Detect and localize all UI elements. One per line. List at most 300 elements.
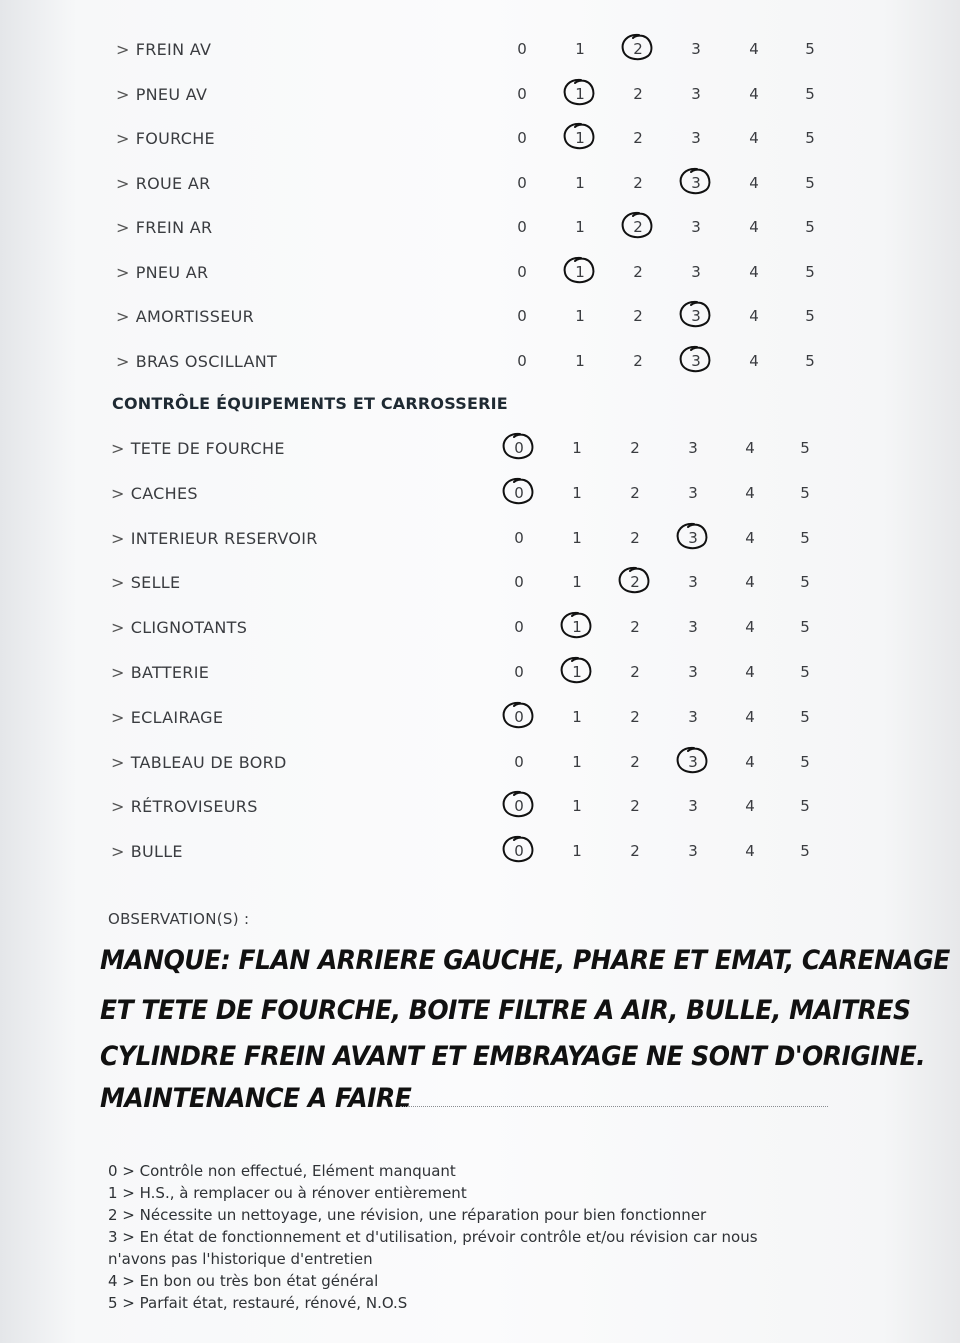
score-option	[507, 40, 537, 58]
score-option	[739, 307, 769, 325]
score-option	[735, 618, 765, 636]
score-option	[739, 352, 769, 370]
score-option	[562, 484, 592, 502]
row-label-text: BRAS OSCILLANT	[135, 351, 278, 371]
score-option	[504, 708, 534, 726]
score-option	[507, 174, 537, 192]
row-label	[116, 129, 215, 148]
score-option	[678, 529, 708, 547]
score-option	[620, 573, 650, 591]
score-value: 1	[572, 618, 582, 637]
score-value: 5	[805, 307, 815, 325]
score-option	[620, 842, 650, 860]
score-option	[565, 352, 595, 370]
score-option	[504, 529, 534, 547]
score-option	[735, 797, 765, 815]
score-value: 0	[517, 218, 527, 236]
score-option	[620, 439, 650, 457]
row-prefix: >	[111, 573, 125, 593]
score-option	[735, 484, 765, 502]
score-option	[739, 263, 769, 281]
score-value: 2	[630, 663, 640, 681]
score-option	[735, 529, 765, 547]
score-option	[681, 307, 711, 325]
score-option	[678, 663, 708, 681]
score-value: 4	[745, 842, 755, 861]
score-value: 4	[745, 752, 755, 771]
score-option	[562, 529, 592, 547]
score-value: 2	[633, 262, 643, 281]
score-value: 2	[630, 752, 640, 771]
checklist-row	[0, 480, 960, 516]
row-label	[111, 842, 183, 861]
score-option	[795, 218, 825, 236]
score-option	[739, 85, 769, 103]
score-value: 2	[630, 707, 640, 726]
score-value: 0	[514, 528, 524, 547]
row-prefix: >	[111, 483, 125, 503]
row-prefix: >	[116, 40, 130, 59]
score-value: 0	[517, 129, 527, 147]
score-option	[678, 484, 708, 502]
score-value: 3	[688, 528, 698, 547]
score-option	[790, 708, 820, 726]
row-label-text: INTERIEUR RESERVOIR	[130, 528, 318, 548]
observation-line-4: MAINTENANCE A FAIRE	[100, 1082, 412, 1114]
row-label	[111, 753, 287, 772]
score-value: 4	[745, 439, 755, 457]
checklist-row	[0, 348, 960, 384]
score-option	[565, 40, 595, 58]
score-value: 5	[800, 752, 810, 771]
score-option	[562, 618, 592, 636]
score-value: 4	[745, 797, 755, 816]
checklist-row	[0, 614, 960, 650]
legend-item: 0 > Contrôle non effectué, Elément manquant	[108, 1162, 456, 1180]
score-option	[790, 529, 820, 547]
score-option	[504, 842, 534, 860]
score-option	[504, 573, 534, 591]
row-label	[111, 439, 285, 458]
score-value: 4	[749, 351, 759, 370]
score-value: 0	[517, 84, 527, 103]
row-label-text: PNEU AR	[135, 262, 209, 282]
score-value: 4	[745, 618, 755, 637]
score-option	[504, 663, 534, 681]
score-value: 4	[745, 483, 755, 502]
row-prefix: >	[111, 752, 125, 772]
score-value: 1	[575, 40, 585, 58]
row-prefix: >	[111, 528, 125, 548]
score-value: 2	[630, 528, 640, 547]
score-value: 2	[633, 40, 643, 58]
score-value: 1	[575, 84, 585, 103]
score-value: 0	[514, 439, 524, 457]
score-value: 3	[691, 262, 701, 281]
row-label	[111, 484, 198, 503]
checklist-row	[0, 125, 960, 161]
row-prefix: >	[116, 218, 130, 237]
score-value: 2	[633, 84, 643, 103]
score-value: 2	[630, 618, 640, 637]
row-label	[111, 573, 180, 592]
score-value: 2	[630, 797, 640, 816]
score-value: 5	[800, 707, 810, 726]
checklist-row	[0, 36, 960, 72]
row-label-text: RÉTROVISEURS	[130, 797, 258, 817]
score-value: 1	[575, 307, 585, 325]
score-option	[795, 85, 825, 103]
checklist-row	[0, 749, 960, 785]
score-value: 4	[749, 40, 759, 58]
score-option	[565, 129, 595, 147]
score-value: 2	[630, 439, 640, 457]
score-value: 2	[633, 129, 643, 147]
score-option	[504, 484, 534, 502]
score-option	[681, 352, 711, 370]
score-option	[790, 573, 820, 591]
row-prefix: >	[111, 707, 125, 727]
row-prefix: >	[111, 439, 125, 458]
checklist-row	[0, 214, 960, 250]
row-label-text: FOURCHE	[135, 129, 215, 148]
score-option	[795, 307, 825, 325]
score-value: 1	[572, 439, 582, 457]
score-option	[623, 263, 653, 281]
score-option	[735, 663, 765, 681]
score-option	[678, 573, 708, 591]
checklist-row	[0, 704, 960, 740]
row-prefix: >	[116, 307, 130, 326]
score-value: 1	[572, 797, 582, 816]
score-value: 2	[630, 483, 640, 502]
score-value: 4	[749, 218, 759, 236]
score-value: 4	[749, 84, 759, 103]
score-option	[562, 797, 592, 815]
score-option	[790, 663, 820, 681]
score-value: 4	[745, 707, 755, 726]
score-value: 4	[745, 573, 755, 592]
legend	[108, 1160, 828, 1314]
score-value: 0	[514, 797, 524, 816]
legend-item: 4 > En bon ou très bon état général	[108, 1272, 379, 1290]
score-option	[562, 573, 592, 591]
observation-line-1: MANQUE: FLAN ARRIERE GAUCHE, PHARE ET EMAT, CARENAGE	[100, 944, 950, 976]
score-value: 2	[630, 573, 640, 592]
score-option	[507, 352, 537, 370]
row-label-text: SELLE	[130, 573, 181, 593]
row-label	[111, 618, 247, 637]
score-option	[681, 218, 711, 236]
checklist-row	[0, 525, 960, 561]
score-value: 3	[688, 439, 698, 457]
score-option	[735, 753, 765, 771]
score-option	[681, 263, 711, 281]
score-option	[790, 753, 820, 771]
score-option	[790, 439, 820, 457]
checklist-row	[0, 659, 960, 695]
score-value: 5	[800, 618, 810, 637]
score-option	[620, 618, 650, 636]
row-label-text: FREIN AV	[135, 40, 212, 59]
score-value: 0	[514, 483, 524, 502]
checklist-row	[0, 569, 960, 605]
score-option	[565, 85, 595, 103]
score-option	[562, 663, 592, 681]
score-value: 0	[514, 618, 524, 637]
row-prefix: >	[111, 663, 125, 682]
row-label	[116, 40, 211, 59]
checklist-row	[0, 435, 960, 471]
row-prefix: >	[116, 262, 130, 282]
score-value: 1	[575, 173, 585, 192]
score-value: 3	[688, 618, 698, 637]
score-option	[735, 439, 765, 457]
legend-item: 5 > Parfait état, restauré, rénové, N.O.S	[108, 1294, 408, 1312]
score-option	[678, 439, 708, 457]
score-option	[562, 439, 592, 457]
checklist-row	[0, 170, 960, 206]
score-option	[681, 129, 711, 147]
score-option	[562, 708, 592, 726]
score-option	[795, 129, 825, 147]
score-option	[739, 129, 769, 147]
score-option	[623, 40, 653, 58]
score-value: 4	[745, 528, 755, 547]
legend-item: n'avons pas l'historique d'entretien	[108, 1250, 373, 1268]
row-label	[111, 708, 223, 727]
score-option	[504, 753, 534, 771]
row-label-text: ECLAIRAGE	[130, 707, 224, 727]
row-prefix: >	[116, 173, 130, 193]
section-title: CONTRÔLE ÉQUIPEMENTS ET CARROSSERIE	[112, 394, 508, 413]
score-value: 2	[633, 173, 643, 192]
score-option	[562, 753, 592, 771]
score-value: 3	[691, 351, 701, 370]
row-label-text: FREIN AR	[135, 218, 213, 237]
score-value: 2	[633, 218, 643, 236]
score-value: 5	[800, 573, 810, 592]
score-value: 5	[805, 84, 815, 103]
score-option	[678, 842, 708, 860]
score-option	[565, 307, 595, 325]
score-value: 5	[805, 262, 815, 281]
row-label-text: TETE DE FOURCHE	[130, 439, 285, 458]
score-value: 1	[572, 842, 582, 861]
score-option	[620, 753, 650, 771]
legend-item: 1 > H.S., à remplacer ou à rénover entièrement	[108, 1184, 467, 1202]
score-option	[504, 439, 534, 457]
score-value: 5	[805, 351, 815, 370]
score-option	[623, 218, 653, 236]
score-value: 1	[575, 262, 585, 281]
score-value: 1	[575, 129, 585, 147]
score-option	[678, 618, 708, 636]
score-value: 5	[800, 842, 810, 861]
score-value: 2	[633, 307, 643, 325]
score-value: 0	[517, 40, 527, 58]
score-option	[623, 129, 653, 147]
score-option	[565, 174, 595, 192]
row-label	[116, 218, 212, 237]
score-option	[735, 708, 765, 726]
score-option	[507, 307, 537, 325]
row-label	[116, 263, 208, 282]
score-value: 5	[805, 40, 815, 58]
score-value: 5	[800, 528, 810, 547]
row-label	[116, 85, 207, 104]
checklist-row	[0, 81, 960, 117]
row-label-text: CACHES	[130, 483, 198, 503]
score-option	[507, 85, 537, 103]
observation-line-2: ET TETE DE FOURCHE, BOITE FILTRE A AIR, BULLE, MAITRES	[100, 994, 911, 1026]
score-value: 0	[517, 173, 527, 192]
score-option	[795, 174, 825, 192]
score-option	[507, 263, 537, 281]
score-option	[681, 40, 711, 58]
observations-label: OBSERVATION(S) :	[108, 910, 250, 928]
score-value: 5	[800, 483, 810, 502]
score-value: 3	[691, 307, 701, 325]
score-option	[623, 307, 653, 325]
score-option	[790, 797, 820, 815]
score-value: 1	[572, 483, 582, 502]
checklist-row	[0, 838, 960, 874]
score-value: 3	[691, 173, 701, 192]
score-value: 0	[514, 707, 524, 726]
score-value: 5	[800, 797, 810, 816]
checklist-row	[0, 303, 960, 339]
score-value: 0	[517, 307, 527, 325]
score-value: 4	[749, 129, 759, 147]
score-value: 5	[805, 173, 815, 192]
score-value: 1	[572, 573, 582, 592]
score-value: 0	[514, 573, 524, 592]
row-label-text: AMORTISSEUR	[135, 307, 255, 326]
score-value: 0	[514, 842, 524, 861]
row-label-text: CLIGNOTANTS	[130, 618, 248, 638]
score-option	[795, 263, 825, 281]
checklist-row	[0, 793, 960, 829]
score-option	[620, 529, 650, 547]
score-value: 5	[805, 129, 815, 147]
score-option	[623, 85, 653, 103]
score-value: 3	[688, 573, 698, 592]
score-option	[620, 484, 650, 502]
score-value: 3	[691, 129, 701, 147]
row-label	[116, 174, 211, 193]
score-option	[623, 352, 653, 370]
legend-item: 2 > Nécessite un nettoyage, une révision, une réparation pour bien fonctionner	[108, 1206, 707, 1224]
row-label	[116, 352, 277, 371]
score-value: 3	[691, 84, 701, 103]
score-value: 3	[688, 483, 698, 502]
score-value: 1	[575, 351, 585, 370]
row-label-text: BATTERIE	[130, 663, 210, 682]
score-value: 1	[572, 663, 582, 681]
score-value: 0	[514, 663, 524, 681]
score-value: 1	[572, 707, 582, 726]
score-value: 4	[745, 663, 755, 681]
score-option	[507, 218, 537, 236]
score-option	[739, 40, 769, 58]
score-option	[620, 663, 650, 681]
score-option	[735, 842, 765, 860]
row-label	[111, 663, 209, 682]
score-value: 3	[691, 40, 701, 58]
row-prefix: >	[116, 351, 130, 371]
score-value: 3	[688, 707, 698, 726]
score-value: 3	[688, 842, 698, 861]
row-label	[111, 529, 318, 548]
score-value: 5	[805, 218, 815, 236]
score-value: 0	[517, 262, 527, 281]
score-option	[504, 618, 534, 636]
row-prefix: >	[116, 129, 130, 148]
score-option	[739, 174, 769, 192]
score-option	[678, 797, 708, 815]
score-value: 1	[572, 528, 582, 547]
score-value: 0	[514, 752, 524, 771]
legend-item: 3 > En état de fonctionnement et d'utilisation, prévoir contrôle et/ou révision car nous	[108, 1228, 758, 1246]
score-option	[565, 218, 595, 236]
score-value: 0	[517, 351, 527, 370]
score-option	[620, 797, 650, 815]
checklist-row	[0, 259, 960, 295]
row-label-text: BULLE	[130, 842, 183, 862]
score-option	[790, 618, 820, 636]
score-option	[565, 263, 595, 281]
row-label-text: ROUE AR	[135, 173, 211, 193]
score-option	[620, 708, 650, 726]
score-option	[562, 842, 592, 860]
score-option	[795, 40, 825, 58]
row-label	[111, 797, 258, 816]
score-option	[504, 797, 534, 815]
row-prefix: >	[111, 797, 125, 817]
score-value: 3	[688, 752, 698, 771]
score-value: 5	[800, 439, 810, 457]
score-value: 1	[575, 218, 585, 236]
score-option	[795, 352, 825, 370]
score-option	[790, 842, 820, 860]
score-option	[507, 129, 537, 147]
row-label	[116, 307, 254, 326]
row-prefix: >	[111, 618, 125, 638]
score-option	[678, 708, 708, 726]
score-value: 1	[572, 752, 582, 771]
score-value: 2	[630, 842, 640, 861]
dotted-line	[400, 1106, 828, 1107]
score-value: 3	[688, 663, 698, 681]
score-value: 5	[800, 663, 810, 681]
score-option	[735, 573, 765, 591]
score-option	[681, 174, 711, 192]
row-label-text: PNEU AV	[135, 84, 208, 104]
row-prefix: >	[111, 842, 125, 862]
score-value: 3	[688, 797, 698, 816]
score-value: 2	[633, 351, 643, 370]
score-option	[678, 753, 708, 771]
row-prefix: >	[116, 84, 130, 104]
observation-line-3: CYLINDRE FREIN AVANT ET EMBRAYAGE NE SONT D'ORIGINE.	[100, 1040, 926, 1072]
score-option	[623, 174, 653, 192]
score-option	[681, 85, 711, 103]
row-label-text: TABLEAU DE BORD	[130, 752, 287, 772]
score-option	[739, 218, 769, 236]
score-value: 4	[749, 262, 759, 281]
score-value: 3	[691, 218, 701, 236]
